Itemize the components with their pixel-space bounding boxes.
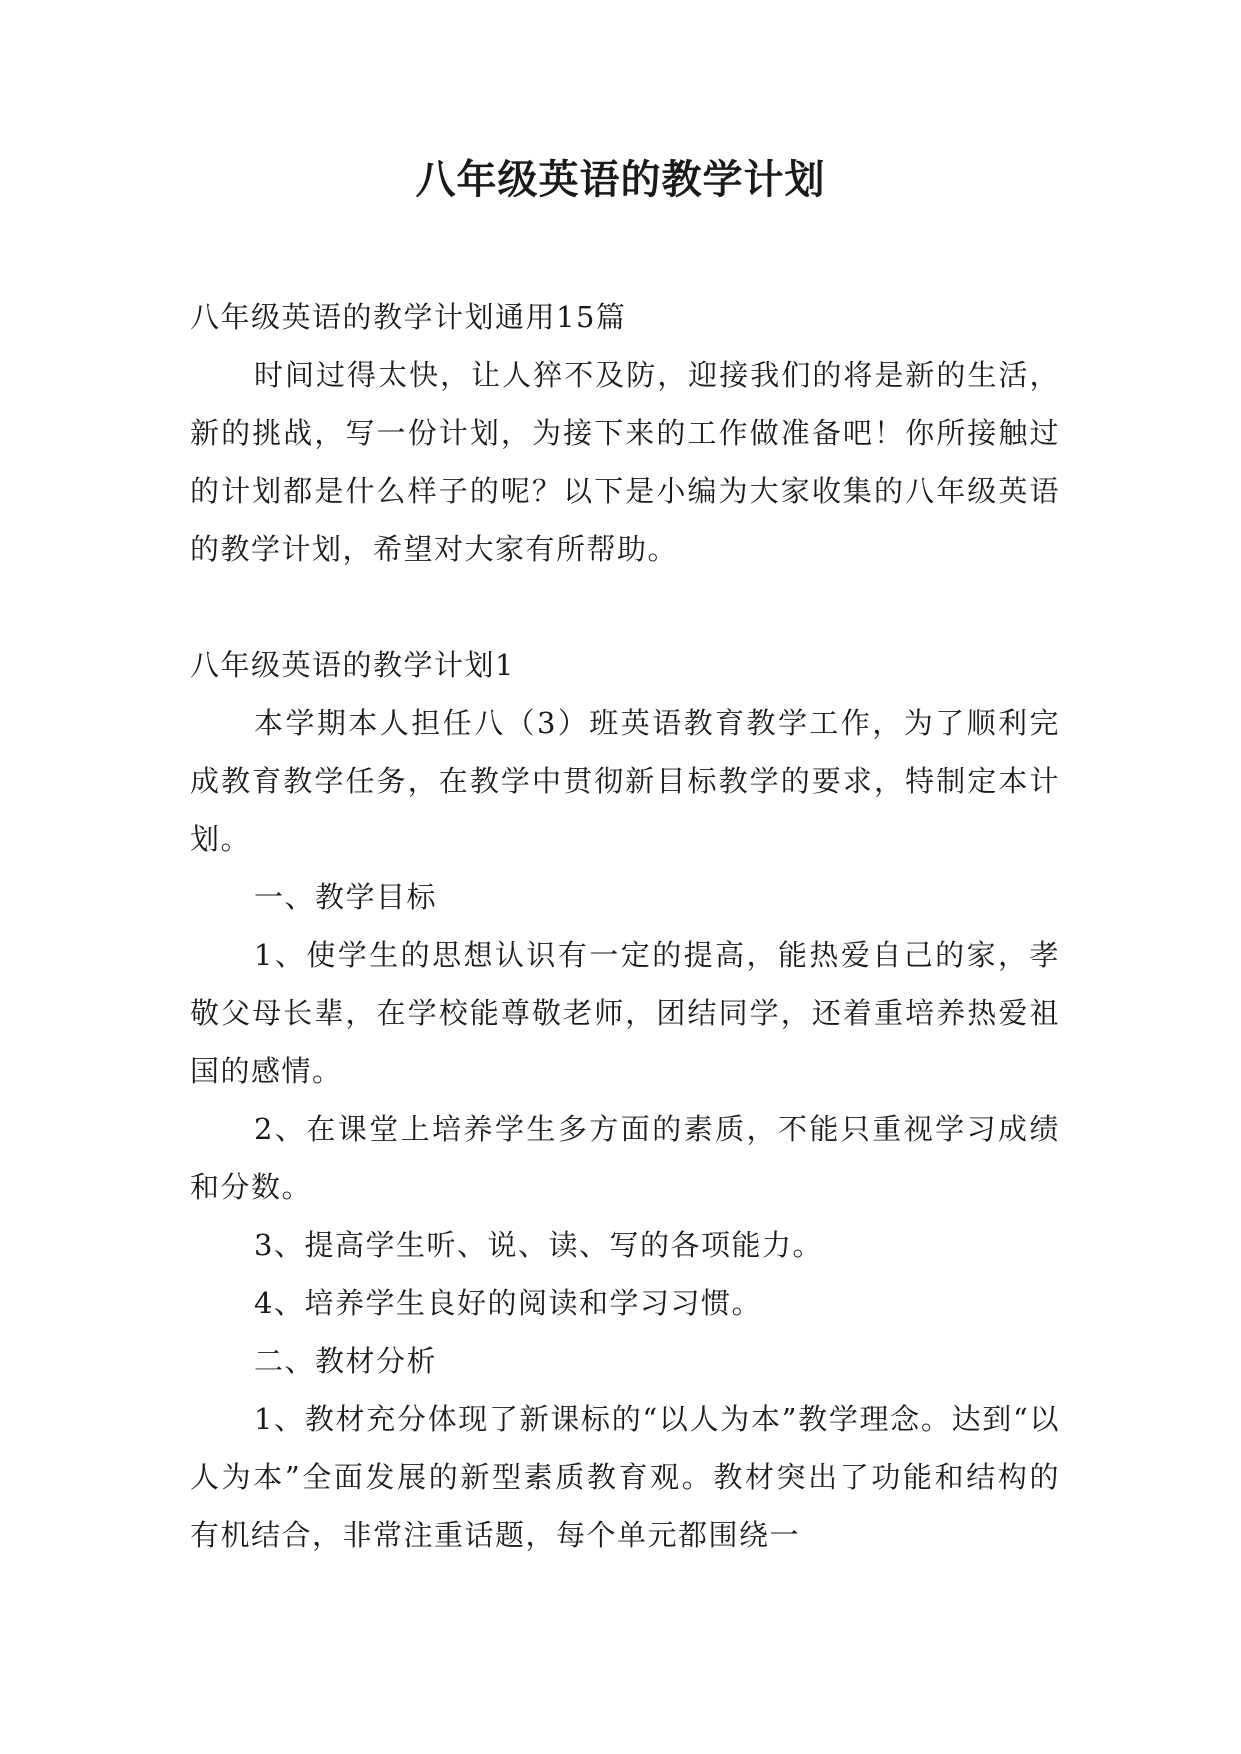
- goal-item-3: 3、提高学生听、说、读、写的各项能力。: [254, 1228, 823, 1262]
- goal-item-1: 1、使学生的思想认识有一定的提高，能热爱自己的家，孝敬父母长辈，在学校能尊敬老师，团结同学，还着重培养热爱祖国的感情。: [190, 938, 1060, 1088]
- paragraph-spacer: [190, 578, 1060, 636]
- goal-item-2: 2、在课堂上培养学生多方面的素质，不能只重视学习成绩和分数。: [190, 1112, 1060, 1204]
- document-title: 八年级英语的教学计划: [415, 157, 826, 203]
- goal-item-4: 4、培养学生良好的阅读和学习习惯。: [254, 1286, 762, 1320]
- analysis-heading: 二、教材分析: [254, 1344, 438, 1378]
- section-intro-paragraph: 本学期本人担任八（3）班英语教育教学工作，为了顺利完成教育教学任务，在教学中贯彻新目标教学的要求，特制定本计划。: [190, 706, 1060, 856]
- goals-heading: 一、教学目标: [254, 880, 438, 914]
- document-subtitle: 八年级英语的教学计划通用15篇: [190, 300, 627, 334]
- intro-paragraph: 时间过得太快，让人猝不及防，迎接我们的将是新的生活，新的挑战，写一份计划，为接下来的工作做准备吧！你所接触过的计划都是什么样子的呢？以下是小编为大家收集的八年级英语的教学计划，希望对大家有所帮助。: [190, 358, 1060, 566]
- document-body: [190, 288, 1060, 1564]
- section-heading: 八年级英语的教学计划1: [190, 648, 515, 682]
- analysis-item-1: 1、教材充分体现了新课标的“以人为本”教学理念。达到“以人为本”全面发展的新型素质教育观。教材突出了功能和结构的有机结合，非常注重话题，每个单元都围绕一: [190, 1402, 1060, 1552]
